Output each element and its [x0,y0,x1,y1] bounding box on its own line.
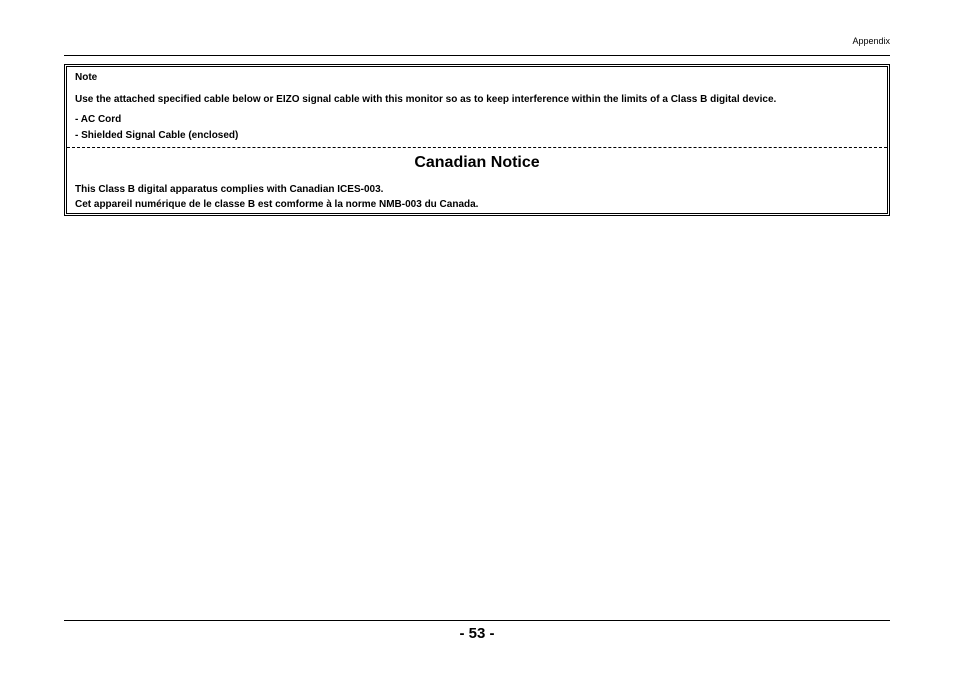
cable-list [75,114,238,146]
canadian-notice-french: Cet appareil numérique de le classe B est comforme à la norme NMB-003 du Canada. [75,199,479,210]
header-divider [64,55,890,56]
canadian-notice-section [67,148,887,213]
note-text: Use the attached specified cable below or EIZO signal cable with this monitor so as to keep interference within the limits of a Class B digital device. [75,94,777,105]
cable-item-signal-cable: - Shielded Signal Cable (enclosed) [75,130,239,141]
notice-box [64,64,890,216]
page-number: - 53 - [459,625,495,642]
cable-item-ac-cord: - AC Cord [75,114,122,125]
note-section [67,67,887,148]
footer-divider [64,620,890,621]
canadian-notice-title: Canadian Notice [414,154,540,171]
note-title: Note [75,72,98,83]
section-label: Appendix [852,36,890,46]
canadian-notice-english: This Class B digital apparatus complies with Canadian ICES-003. [75,184,384,195]
